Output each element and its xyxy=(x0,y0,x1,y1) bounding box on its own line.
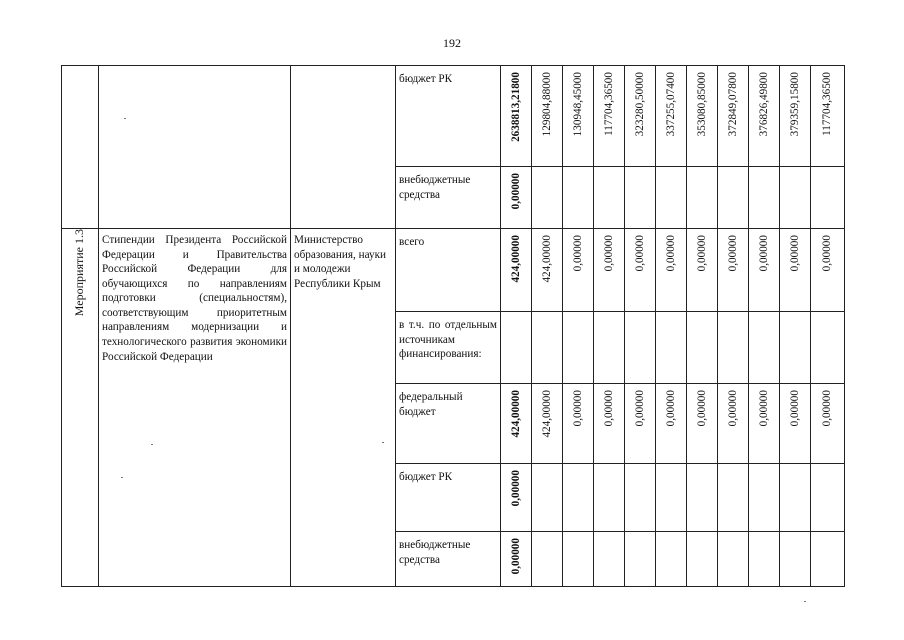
executor-cell xyxy=(291,229,396,587)
year-value-cell xyxy=(656,66,687,167)
year-value-cell xyxy=(532,167,563,229)
year-value-cell xyxy=(563,312,594,384)
total-cell xyxy=(501,384,532,464)
measure-label: Мероприятие 1.3 xyxy=(72,229,87,317)
year-value: 0,00000 xyxy=(602,390,615,427)
funding-source-cell xyxy=(396,384,501,464)
funding-source-cell xyxy=(396,532,501,587)
year-value: 0,00000 xyxy=(821,390,834,427)
year-value: 0,00000 xyxy=(633,235,646,272)
year-value: 0,00000 xyxy=(571,390,584,427)
year-value: 0,00000 xyxy=(602,235,615,272)
funding-source-label: бюджет РК xyxy=(399,471,453,483)
year-value-cell xyxy=(594,229,625,312)
year-value: 379359,15800 xyxy=(788,72,801,137)
year-value: 337255,07400 xyxy=(664,72,677,137)
year-value: 0,00000 xyxy=(788,235,801,272)
page-number: 192 xyxy=(443,36,461,50)
scan-speck xyxy=(124,118,126,119)
empty-merged-cell xyxy=(99,66,291,229)
year-value-cell xyxy=(625,229,656,312)
funding-source-label: внебюджетные средства xyxy=(399,174,471,201)
year-value-cell xyxy=(718,532,749,587)
year-value: 0,00000 xyxy=(726,235,739,272)
year-value: 0,00000 xyxy=(695,390,708,427)
funding-source-label: федеральный бюджет xyxy=(399,391,463,418)
year-value-cell xyxy=(563,229,594,312)
year-value-cell xyxy=(532,66,563,167)
year-value-cell xyxy=(718,384,749,464)
year-value-cell xyxy=(532,464,563,532)
total-cell xyxy=(501,312,532,384)
year-value-cell xyxy=(718,66,749,167)
year-value-cell xyxy=(687,384,718,464)
total-value: 0,00000 xyxy=(509,173,522,210)
year-value-cell xyxy=(687,66,718,167)
budget-table xyxy=(61,65,845,587)
year-value: 376826,49800 xyxy=(757,72,770,137)
year-value-cell xyxy=(780,66,811,167)
total-cell xyxy=(501,229,532,312)
year-value: 0,00000 xyxy=(788,390,801,427)
year-value-cell xyxy=(625,384,656,464)
year-value: 323280,50000 xyxy=(633,72,646,137)
year-value: 0,00000 xyxy=(821,235,834,272)
total-value: 0,00000 xyxy=(509,470,522,507)
year-value-cell xyxy=(811,532,845,587)
year-value: 424,00000 xyxy=(540,390,553,438)
year-value-cell xyxy=(563,384,594,464)
year-value: 424,00000 xyxy=(540,235,553,283)
year-value-cell xyxy=(532,312,563,384)
funding-source-cell xyxy=(396,229,501,312)
table-row xyxy=(62,229,845,312)
year-value-cell xyxy=(749,229,780,312)
year-value-cell xyxy=(780,532,811,587)
year-value-cell xyxy=(625,464,656,532)
year-value-cell xyxy=(563,464,594,532)
year-value-cell xyxy=(749,464,780,532)
funding-source-cell xyxy=(396,66,501,167)
year-value-cell xyxy=(594,464,625,532)
year-value-cell xyxy=(656,532,687,587)
year-value: 0,00000 xyxy=(695,235,708,272)
year-value-cell xyxy=(594,312,625,384)
year-value-cell xyxy=(656,312,687,384)
year-value: 0,00000 xyxy=(664,235,677,272)
total-value: 424,00000 xyxy=(509,235,522,283)
year-value-cell xyxy=(687,229,718,312)
year-value-cell xyxy=(811,384,845,464)
year-value-cell xyxy=(780,167,811,229)
year-value-cell xyxy=(656,384,687,464)
year-value-cell xyxy=(749,167,780,229)
year-value-cell xyxy=(532,229,563,312)
funding-source-label: бюджет РК xyxy=(399,73,453,85)
funding-source-label: внебюджетные средства xyxy=(399,539,471,566)
year-value-cell xyxy=(656,167,687,229)
year-value-cell xyxy=(594,167,625,229)
year-value-cell xyxy=(811,229,845,312)
year-value-cell xyxy=(563,66,594,167)
year-value-cell xyxy=(718,229,749,312)
scan-speck xyxy=(382,442,384,443)
year-value-cell xyxy=(563,532,594,587)
year-value-cell xyxy=(687,464,718,532)
year-value-cell xyxy=(749,532,780,587)
total-cell xyxy=(501,167,532,229)
year-value-cell xyxy=(687,167,718,229)
year-value-cell xyxy=(625,532,656,587)
year-value-cell xyxy=(718,167,749,229)
activity-name-cell xyxy=(99,229,291,587)
total-value: 2638813,21800 xyxy=(509,72,522,142)
year-value: 353080,85000 xyxy=(695,72,708,137)
year-value-cell xyxy=(594,384,625,464)
funding-source-label: всего xyxy=(399,236,425,248)
year-value-cell xyxy=(811,66,845,167)
year-value-cell xyxy=(594,66,625,167)
table-row xyxy=(62,66,845,167)
year-value-cell xyxy=(780,229,811,312)
total-cell xyxy=(501,532,532,587)
year-value: 0,00000 xyxy=(757,235,770,272)
year-value-cell xyxy=(749,66,780,167)
year-value: 0,00000 xyxy=(664,390,677,427)
scan-speck xyxy=(121,477,123,478)
year-value-cell xyxy=(811,167,845,229)
year-value-cell xyxy=(625,66,656,167)
activity-name: Стипендии Президента Российской Федерации и Правительства Российской Федерации для обучающихся по направлениям подготовки (специальностям), соответствующим приоритетным направлениям модернизации и технологического развития экономики Российской Федерации xyxy=(102,234,287,363)
year-value: 0,00000 xyxy=(633,390,646,427)
year-value-cell xyxy=(594,532,625,587)
year-value-cell xyxy=(532,532,563,587)
funding-source-label: в т.ч. по отдельным источникам финансирования: xyxy=(399,319,497,361)
year-value-cell xyxy=(656,464,687,532)
total-cell xyxy=(501,66,532,167)
year-value: 117704,36500 xyxy=(602,72,615,136)
year-value-cell xyxy=(780,464,811,532)
year-value: 0,00000 xyxy=(757,390,770,427)
total-value: 424,00000 xyxy=(509,390,522,438)
funding-source-cell xyxy=(396,167,501,229)
year-value-cell xyxy=(563,167,594,229)
funding-source-cell xyxy=(396,312,501,384)
year-value-cell xyxy=(749,384,780,464)
empty-merged-cell xyxy=(62,66,99,229)
year-value: 372849,07800 xyxy=(726,72,739,137)
executor-name: Министерство образования, науки и молодежи Республики Крым xyxy=(294,234,387,290)
total-cell xyxy=(501,464,532,532)
year-value-cell xyxy=(780,312,811,384)
year-value-cell xyxy=(718,312,749,384)
empty-merged-cell xyxy=(291,66,396,229)
total-value: 0,00000 xyxy=(509,538,522,575)
year-value-cell xyxy=(625,312,656,384)
year-value-cell xyxy=(780,384,811,464)
scan-speck xyxy=(804,601,806,602)
year-value-cell xyxy=(749,312,780,384)
year-value-cell xyxy=(718,464,749,532)
year-value-cell xyxy=(532,384,563,464)
measure-number-cell xyxy=(62,229,99,587)
funding-source-cell xyxy=(396,464,501,532)
year-value: 0,00000 xyxy=(726,390,739,427)
scan-speck xyxy=(151,444,153,445)
year-value-cell xyxy=(687,532,718,587)
year-value: 0,00000 xyxy=(571,235,584,272)
year-value-cell xyxy=(625,167,656,229)
year-value-cell xyxy=(687,312,718,384)
year-value: 117704,36500 xyxy=(821,72,834,136)
year-value-cell xyxy=(811,312,845,384)
year-value-cell xyxy=(656,229,687,312)
year-value: 130948,45000 xyxy=(571,72,584,137)
year-value-cell xyxy=(811,464,845,532)
year-value: 129804,88000 xyxy=(540,72,553,137)
